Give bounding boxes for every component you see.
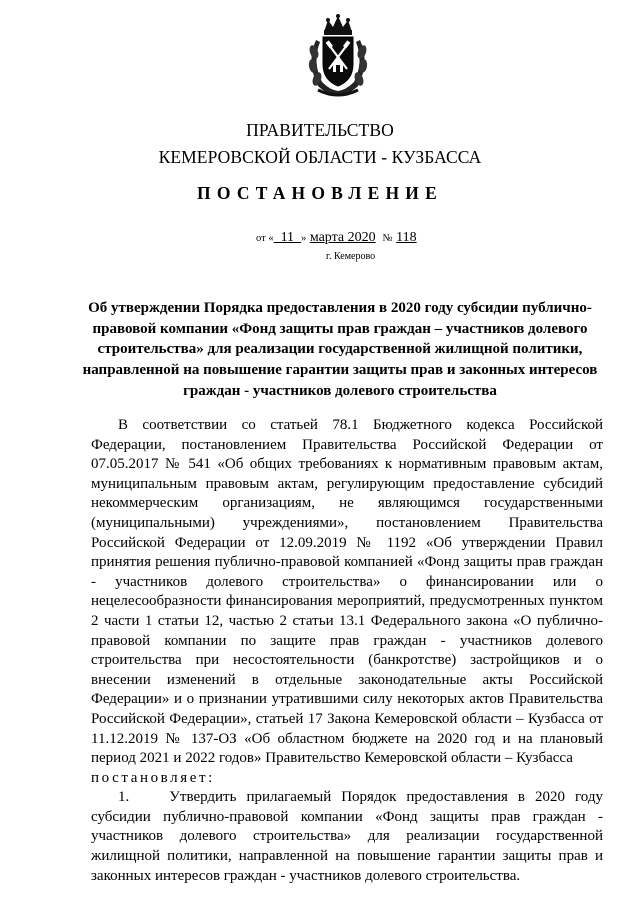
- decree-date-line: [256, 230, 417, 246]
- resolves-word: постановляет:: [91, 769, 215, 786]
- decree-month-year: марта 2020: [309, 230, 376, 245]
- document-title: Об утверждении Порядка предоставления в 2020 году субсидии публично-правовой компании «Фонд защиты прав граждан – участников долевого строительства» для реализации государственной жилищной политики, направленной на повышение гарантии защиты прав и законных интересов граждан - участников долевого строительства: [82, 300, 598, 399]
- government-title: ПРАВИТЕЛЬСТВО: [246, 120, 394, 140]
- decree-city: г. Кемерово: [326, 251, 376, 262]
- government-region: КЕМЕРОВСКОЙ ОБЛАСТИ - КУЗБАССА: [158, 147, 482, 167]
- document-type: ПОСТАНОВЛЕНИЕ: [197, 183, 443, 203]
- item-1-paragraph: 1. Утвердить прилагаемый Порядок предоставления в 2020 году субсидии публично-правовой компании «Фонд защиты прав граждан - участников долевого строительства» для реализации государственной жилищной политики, направленной на повышение гарантии защиты прав и законных интересов граждан - участников долевого строительства.: [91, 789, 607, 884]
- coat-of-arms-icon: [304, 12, 372, 98]
- decree-day: 11: [280, 230, 295, 245]
- from-label: от «: [256, 233, 274, 244]
- close-quote: »: [301, 233, 307, 244]
- number-label: №: [382, 233, 393, 244]
- decree-number: 118: [396, 230, 417, 245]
- document-body: [91, 416, 607, 886]
- preamble-paragraph: В соответствии со статьей 78.1 Бюджетного кодекса Российской Федерации, постановлением Правительства Российской Федерации от 07.05.2017 № 541 «Об общих требованиях к нормативным правовым актам, муниципальным правовым актам, регулирующим предоставление субсидий некоммерческим организациям, не являющимся государственными (муниципальными) учреждениями», постановлением Правительства Российской Федерации от 12.09.2019 № 1192 «Об утверждении Правил принятия решения публично-правовой компанией «Фонд защиты прав граждан - участников долевого строительства» о финансировании или о нецелесообразности финансирования мероприятий, предусмотренных пунктом 2 части 1 статьи 12, частью 2 статьи 13.1 Федерального закона «О публично-правовой компании по защите прав граждан - участников долевого строительства при несостоятельности (банкротстве) застройщиков и о внесении изменений в отдельные законодательные акты Российской Федерации» и о признании утратившими силу некоторых актов Правительства Российской Федерации», статьей 17 Закона Кемеровской области – Кузбасса от 11.12.2019 № 137-ОЗ «Об областном бюджете на 2020 год и на плановый период 2021 и 2022 годов» Правительство Кемеровской области – Кузбасса: [91, 417, 603, 767]
